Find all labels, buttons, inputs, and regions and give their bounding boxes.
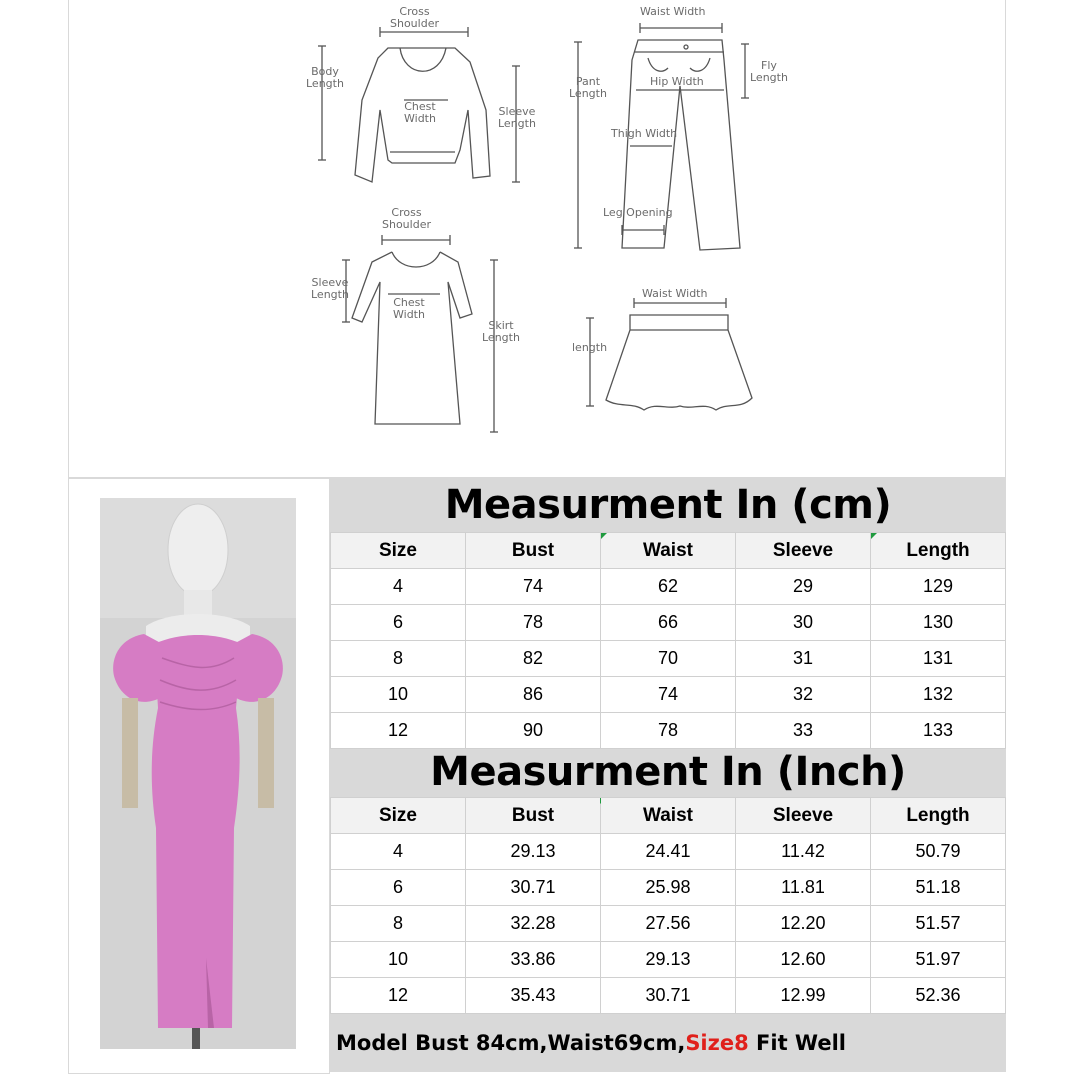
- product-photo-frame: [68, 478, 330, 1074]
- cell: 33.86: [466, 942, 601, 978]
- cell: 31: [736, 641, 871, 677]
- cell: 8: [331, 906, 466, 942]
- cell: 30.71: [601, 978, 736, 1014]
- dress-diagram: [342, 235, 498, 432]
- model-fit-size-highlight: Size8: [685, 1031, 749, 1055]
- cell: 62: [601, 569, 736, 605]
- inch-header-size: Size: [331, 798, 466, 834]
- cell: 35.43: [466, 978, 601, 1014]
- label-dress-skirt-length: Skirt Length: [482, 319, 520, 344]
- label-pants-leg-opening: Leg Opening: [603, 206, 673, 219]
- garment-diagrams: [0, 0, 1074, 478]
- comment-marker: [601, 533, 607, 539]
- cell: 27.56: [601, 906, 736, 942]
- cm-header-size: Size: [331, 533, 466, 569]
- cell: 86: [466, 677, 601, 713]
- cell: 51.97: [871, 942, 1006, 978]
- label-pants-fly-length: Fly Length: [750, 59, 788, 84]
- model-fit-suffix: Fit Well: [748, 1031, 846, 1055]
- label-sweater-chest-width: Chest Width: [404, 100, 436, 125]
- cell: 6: [331, 605, 466, 641]
- size-tables: [330, 478, 1006, 1014]
- cell: 129: [871, 569, 1006, 605]
- label-dress-sleeve-length: Sleeve Length: [311, 276, 349, 301]
- inch-header-length: Length: [871, 798, 1006, 834]
- cell: 25.98: [601, 870, 736, 906]
- label-dress-cross-shoulder: Cross Shoulder: [382, 206, 431, 231]
- cell: 74: [601, 677, 736, 713]
- inch-size-table: [330, 797, 1006, 1014]
- table-row: [331, 569, 1006, 605]
- cell: 52.36: [871, 978, 1006, 1014]
- label-sweater-body-length: Body Length: [306, 65, 344, 90]
- table-row: [331, 677, 1006, 713]
- model-fit-note: [330, 1014, 1006, 1072]
- cell: 32.28: [466, 906, 601, 942]
- cell: 133: [871, 713, 1006, 749]
- label-sweater-cross-shoulder: Cross Shoulder: [390, 5, 439, 30]
- model-fit-prefix: Model Bust 84cm,Waist69cm,: [336, 1031, 686, 1055]
- cell: 10: [331, 942, 466, 978]
- cell: 29.13: [601, 942, 736, 978]
- cell: 4: [331, 569, 466, 605]
- inch-header-waist: Waist: [601, 798, 736, 834]
- cell: 12: [331, 978, 466, 1014]
- table-row: [331, 713, 1006, 749]
- cm-header-length: Length: [871, 533, 1006, 569]
- cm-header-bust: Bust: [466, 533, 601, 569]
- table-row: [331, 942, 1006, 978]
- cell: 82: [466, 641, 601, 677]
- inch-table-header-row: [331, 798, 1006, 834]
- cm-table-title: Measurment In (cm): [330, 478, 1006, 532]
- cell: 131: [871, 641, 1006, 677]
- cell: 132: [871, 677, 1006, 713]
- cell: 78: [466, 605, 601, 641]
- skirt-diagram: [586, 298, 752, 410]
- cell: 130: [871, 605, 1006, 641]
- cell: 29.13: [466, 834, 601, 870]
- table-row: [331, 605, 1006, 641]
- cm-header-sleeve: Sleeve: [736, 533, 871, 569]
- cell: 12: [331, 713, 466, 749]
- cell: 29: [736, 569, 871, 605]
- cell: 12.60: [736, 942, 871, 978]
- cell: 70: [601, 641, 736, 677]
- product-photo: [100, 498, 296, 1049]
- cell: 66: [601, 605, 736, 641]
- label-sweater-sleeve-length: Sleeve Length: [498, 105, 536, 130]
- label-pants-hip-width: Hip Width: [650, 75, 704, 88]
- cell: 33: [736, 713, 871, 749]
- inch-header-sleeve: Sleeve: [736, 798, 871, 834]
- cell: 78: [601, 713, 736, 749]
- cell: 11.81: [736, 870, 871, 906]
- label-pants-pant-length: Pant Length: [569, 75, 607, 100]
- cell: 51.18: [871, 870, 1006, 906]
- cm-header-waist: Waist: [601, 533, 736, 569]
- table-row: [331, 641, 1006, 677]
- inch-header-bust: Bust: [466, 798, 601, 834]
- cell: 4: [331, 834, 466, 870]
- cell: 12.99: [736, 978, 871, 1014]
- table-row: [331, 870, 1006, 906]
- cell: 32: [736, 677, 871, 713]
- label-skirt-waist-width: Waist Width: [642, 287, 708, 300]
- cell: 90: [466, 713, 601, 749]
- comment-marker: [871, 533, 877, 539]
- cell: 12.20: [736, 906, 871, 942]
- label-pants-thigh-width: Thigh Width: [611, 127, 678, 140]
- cell: 10: [331, 677, 466, 713]
- cell: 50.79: [871, 834, 1006, 870]
- cell: 24.41: [601, 834, 736, 870]
- cell: 8: [331, 641, 466, 677]
- label-skirt-length: length: [572, 341, 608, 354]
- dress-on-mannequin-image: [100, 498, 296, 1049]
- table-row: [331, 834, 1006, 870]
- cell: 30.71: [466, 870, 601, 906]
- label-dress-chest-width: Chest Width: [393, 296, 425, 321]
- cell: 11.42: [736, 834, 871, 870]
- cell: 51.57: [871, 906, 1006, 942]
- cell: 74: [466, 569, 601, 605]
- table-row: [331, 978, 1006, 1014]
- cm-table-header-row: [331, 533, 1006, 569]
- cell: 30: [736, 605, 871, 641]
- cell: 6: [331, 870, 466, 906]
- cm-size-table: [330, 532, 1006, 749]
- table-row: [331, 906, 1006, 942]
- inch-table-title: Measurment In (Inch): [330, 749, 1006, 797]
- label-pants-waist-width: Waist Width: [640, 5, 706, 18]
